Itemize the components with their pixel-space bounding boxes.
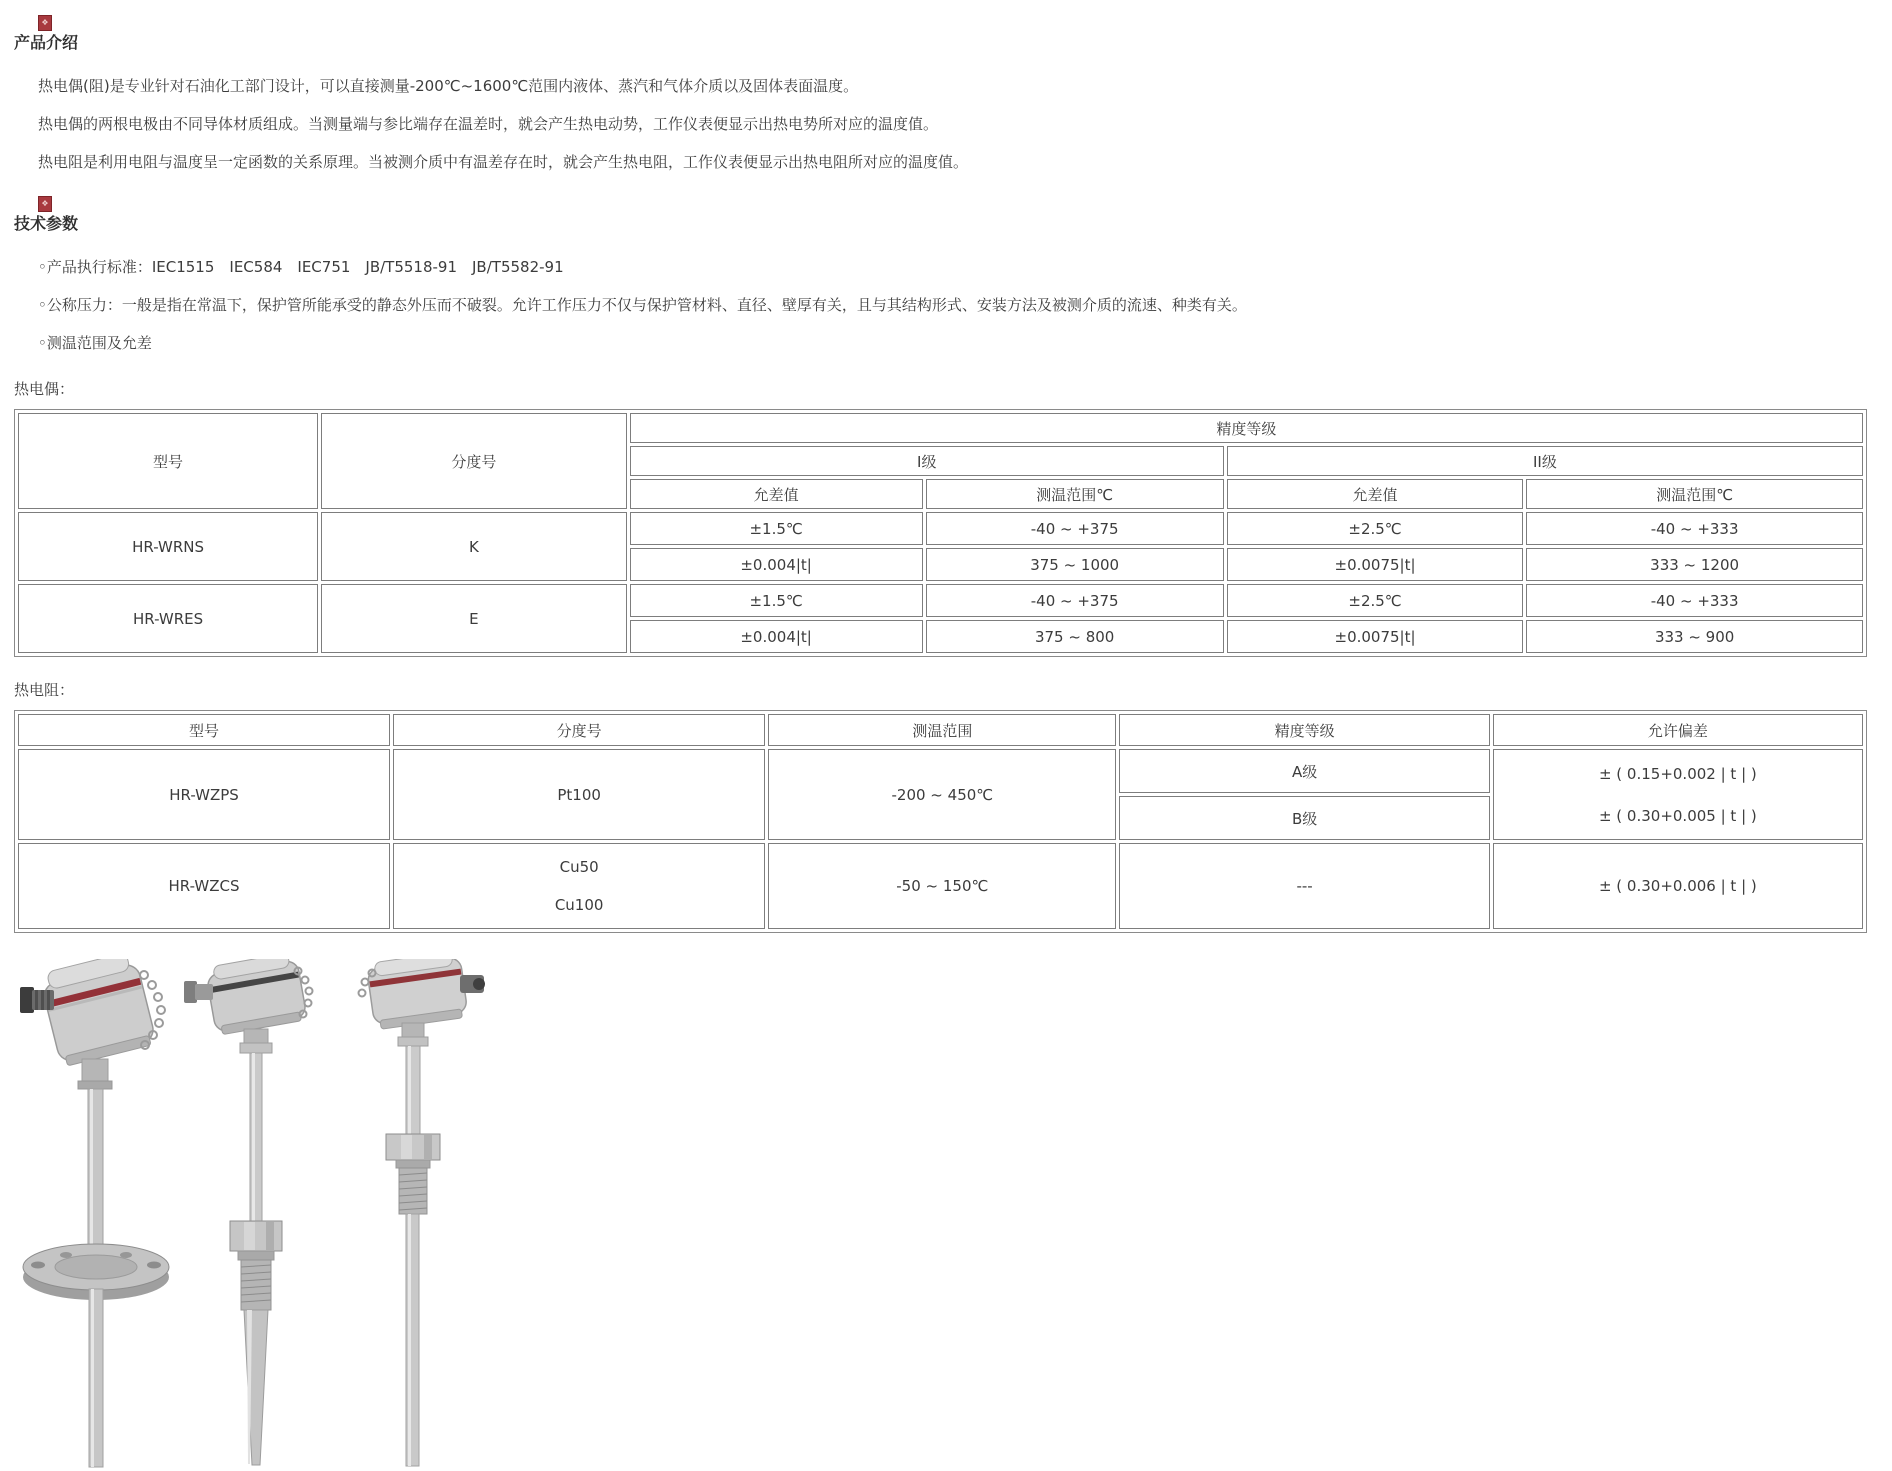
rtd-model-cell: HR-WZPS bbox=[18, 749, 390, 840]
table-row bbox=[18, 843, 1863, 929]
tc-header-range-c1: 测温范围℃ bbox=[926, 479, 1224, 509]
threaded-fitting bbox=[399, 1168, 427, 1214]
tc-value-cell: ±0.004|t| bbox=[630, 548, 923, 581]
red-anchor-icon: ❖ bbox=[38, 15, 52, 31]
section-title-intro: 产品介绍 bbox=[14, 33, 79, 52]
thermocouple-table-label: 热电偶： bbox=[14, 380, 75, 398]
rtd-range-cell: -50 ~ 150℃ bbox=[768, 843, 1116, 929]
tc-model-cell: HR-WRES bbox=[18, 584, 318, 653]
rtd-deviation-cell bbox=[1493, 749, 1863, 840]
tc-value-cell: 375 ~ 800 bbox=[926, 620, 1224, 653]
connection-head bbox=[205, 959, 308, 1036]
tc-header-class2: II级 bbox=[1227, 446, 1863, 476]
product-photo-threaded-straight-thermocouple bbox=[336, 959, 486, 1471]
probe-stem bbox=[250, 1053, 262, 1221]
connection-head bbox=[366, 959, 468, 1030]
intro-paragraph-2: 热电偶的两根电极由不同导体材质组成。当测量端与参比端存在温差时，就会产生热电动势，工作仪表便显示出热电势所对应的温度值。 bbox=[38, 115, 939, 133]
rtd-deviation-cell: ± ( 0.30+0.006 | t | ) bbox=[1493, 843, 1863, 929]
cable-gland bbox=[20, 987, 54, 1013]
red-anchor-icon: ❖ bbox=[38, 196, 52, 212]
tc-value-cell: ±2.5℃ bbox=[1227, 584, 1523, 617]
tc-value-cell: 333 ~ 900 bbox=[1526, 620, 1863, 653]
intro-paragraph-1: 热电偶(阻)是专业针对石油化工部门设计，可以直接测量-200℃~1600℃范围内液体、蒸汽和气体介质以及固体表面温度。 bbox=[38, 77, 859, 95]
hex-nut bbox=[386, 1134, 440, 1160]
thermocouple-table bbox=[14, 409, 1867, 657]
rtd-header-grade: 精度等级 bbox=[1119, 714, 1489, 746]
rtd-grade-cell: --- bbox=[1119, 843, 1489, 929]
probe-stem bbox=[406, 1046, 420, 1134]
tc-value-cell: -40 ~ +333 bbox=[1526, 512, 1863, 545]
tech-bullet-pressure: ◦公称压力：一般是指在常温下，保护管所能承受的静态外压而不破裂。允许工作压力不仅与保护管材料、直径、壁厚有关，且与其结构形式、安装方法及被测介质的流速、种类有关。 bbox=[38, 296, 1247, 314]
tc-header-tolerance-c2: 允差值 bbox=[1227, 479, 1523, 509]
rtd-header-range: 测温范围 bbox=[768, 714, 1116, 746]
section-title-tech: 技术参数 bbox=[14, 214, 79, 233]
tc-index-cell: E bbox=[321, 584, 627, 653]
rtd-model-cell: HR-WZCS bbox=[18, 843, 390, 929]
tc-value-cell: -40 ~ +375 bbox=[926, 584, 1224, 617]
tc-value-cell: ±0.0075|t| bbox=[1227, 548, 1523, 581]
tc-model-cell: HR-WRNS bbox=[18, 512, 318, 581]
tc-value-cell: ±2.5℃ bbox=[1227, 512, 1523, 545]
tc-value-cell: ±0.0075|t| bbox=[1227, 620, 1523, 653]
rtd-index-cu100: Cu100 bbox=[554, 896, 604, 914]
tech-bullet-standards: ◦产品执行标准：IEC1515 IEC584 IEC751 JB/T5518-91 JB/T5582-91 bbox=[38, 258, 564, 276]
rtd-grade-a-cell: A级 bbox=[1119, 749, 1489, 793]
tc-header-range-c2: 测温范围℃ bbox=[1526, 479, 1863, 509]
rtd-header-deviation: 允许偏差 bbox=[1493, 714, 1863, 746]
tc-header-tolerance-c1: 允差值 bbox=[630, 479, 923, 509]
table-row bbox=[18, 584, 1863, 617]
tc-value-cell: ±1.5℃ bbox=[630, 512, 923, 545]
threaded-fitting bbox=[241, 1260, 271, 1310]
section-anchor-intro bbox=[38, 10, 1874, 26]
intro-paragraph-3: 热电阻是利用电阻与温度呈一定函数的关系原理。当被测介质中有温差存在时，就会产生热电阻，工作仪表便显示出热电阻所对应的温度值。 bbox=[38, 153, 969, 171]
tc-header-grade: 精度等级 bbox=[630, 413, 1863, 443]
rtd-header-index: 分度号 bbox=[393, 714, 765, 746]
tc-value-cell: -40 ~ +333 bbox=[1526, 584, 1863, 617]
product-photo-flange-thermocouple bbox=[20, 959, 178, 1471]
tech-bullet-range: ◦测温范围及允差 bbox=[38, 334, 152, 352]
table-row bbox=[18, 512, 1863, 545]
tc-header-index: 分度号 bbox=[321, 413, 627, 509]
tc-index-cell: K bbox=[321, 512, 627, 581]
tc-header-class1: I级 bbox=[630, 446, 1224, 476]
cable-gland bbox=[460, 975, 485, 993]
rtd-grade-b-cell: B级 bbox=[1119, 796, 1489, 840]
rtd-deviation-a: ± ( 0.15+0.002 | t | ) bbox=[1598, 764, 1757, 783]
rtd-index-cu50: Cu50 bbox=[559, 858, 599, 876]
tc-value-cell: -40 ~ +375 bbox=[926, 512, 1224, 545]
cable-gland bbox=[184, 981, 213, 1003]
hex-nut bbox=[230, 1221, 282, 1251]
probe-stem bbox=[88, 1089, 103, 1261]
product-images-row bbox=[20, 959, 1874, 1471]
rtd-deviation-b: ± ( 0.30+0.005 | t | ) bbox=[1598, 806, 1757, 825]
rtd-range-cell: -200 ~ 450℃ bbox=[768, 749, 1116, 840]
section-anchor-tech bbox=[38, 191, 1874, 207]
probe-tube bbox=[406, 1214, 419, 1466]
rtd-table bbox=[14, 710, 1867, 933]
rtd-index-cell: Pt100 bbox=[393, 749, 765, 840]
tc-value-cell: ±1.5℃ bbox=[630, 584, 923, 617]
tc-header-model: 型号 bbox=[18, 413, 318, 509]
product-photo-threaded-tapered-thermocouple bbox=[182, 959, 332, 1471]
tapered-tip bbox=[244, 1310, 268, 1465]
probe-tube bbox=[89, 1289, 103, 1467]
tc-value-cell: 333 ~ 1200 bbox=[1526, 548, 1863, 581]
rtd-header-model: 型号 bbox=[18, 714, 390, 746]
rtd-index-cell bbox=[393, 843, 765, 929]
tc-value-cell: 375 ~ 1000 bbox=[926, 548, 1224, 581]
tc-value-cell: ±0.004|t| bbox=[630, 620, 923, 653]
rtd-table-label: 热电阻： bbox=[14, 681, 75, 699]
table-row bbox=[18, 749, 1863, 793]
